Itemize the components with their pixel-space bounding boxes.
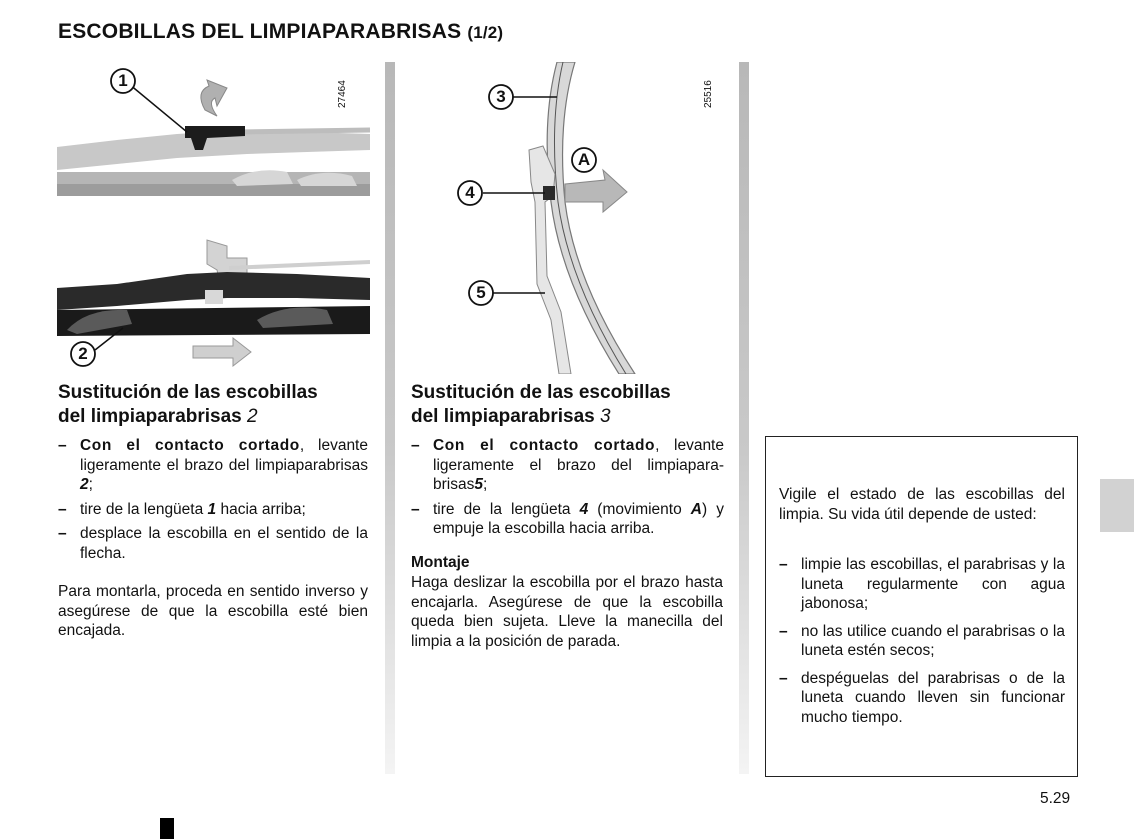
column-divider-left — [385, 62, 395, 774]
heading-line-1: Sustitución de las escobillas — [411, 382, 671, 403]
callout-5: 5 — [476, 283, 486, 302]
figure-ref-code: 25516 — [703, 80, 714, 108]
list-item: – limpie las escobillas, el parabrisas y la luneta regularmente con agua jabonosa; — [779, 556, 1065, 612]
notice-intro: Vigile el estado de las escobillas del limpia. Su vida útil depende de usted: — [779, 486, 1065, 523]
heading-line-2 — [58, 405, 318, 429]
page-title — [58, 20, 503, 44]
heading-number: 3 — [600, 406, 611, 427]
steps-list-3 — [411, 436, 724, 544]
notice-list — [779, 555, 1065, 735]
callout-2: 2 — [78, 344, 88, 363]
assembly-text: Haga deslizar la escobilla por el brazo hasta encajarla. Asegúrese de que la escobilla queda bien sujeta. Lleve la manecilla del limpia a la posición de parada. — [411, 574, 723, 650]
wiper-blade-figure-3 — [411, 62, 724, 374]
figure-ref-code: 27464 — [337, 80, 348, 108]
page-number: 5.29 — [1040, 790, 1071, 807]
page-title-text: ESCOBILLAS DEL LIMPIAPARABRISAS — [58, 20, 462, 43]
callout-4: 4 — [465, 183, 475, 202]
list-item: – despéguelas del parabrisas o de la luneta cuando lleven sin funcionar mucho tiempo. — [779, 669, 1065, 726]
maintenance-notice-box — [765, 436, 1078, 777]
heading-line-2 — [411, 405, 671, 429]
list-item: – Con el contacto cortado, levante ligeramente el brazo del limpiaparabrisas5; — [411, 437, 724, 493]
callout-a: A — [577, 150, 591, 169]
callout-1: 1 — [118, 71, 128, 90]
closing-paragraph: Para montarla, proceda en sentido inverso y asegúrese de que la escobilla esté bien encajada. — [58, 583, 368, 639]
heading-number: 2 — [247, 406, 258, 427]
wiper-blade-figure-2 — [57, 62, 370, 374]
list-item: – desplace la escobilla en el sentido de la flecha. — [58, 525, 368, 562]
chapter-thumb-tab — [1100, 479, 1134, 532]
crop-mark — [160, 818, 174, 839]
callout-3: 3 — [496, 87, 506, 106]
list-item: – no las utilice cuando el parabrisas o la luneta estén secos; — [779, 622, 1065, 659]
steps-list-2 — [58, 436, 368, 568]
heading-line-2-text: del limpiaparabrisas — [58, 406, 248, 427]
list-item: – tire de la lengüeta 1 hacia arriba; — [58, 500, 306, 518]
heading-line-2-text: del limpiaparabrisas — [411, 406, 601, 427]
list-item: – tire de la lengüeta 4 (movimiento A) y empuje la escobilla hacia arriba. — [411, 500, 724, 537]
heading-line-1: Sustitución de las escobillas — [58, 382, 318, 403]
page-fraction: (1/2) — [467, 23, 504, 42]
assembly-title: Montaje — [411, 554, 470, 571]
section-heading-3 — [411, 381, 671, 429]
list-item: – Con el contacto cortado, levante ligeramente el brazo del limpiaparabrisas 2; — [58, 437, 368, 493]
section-heading-2 — [58, 381, 318, 429]
column-divider-right — [739, 62, 749, 774]
